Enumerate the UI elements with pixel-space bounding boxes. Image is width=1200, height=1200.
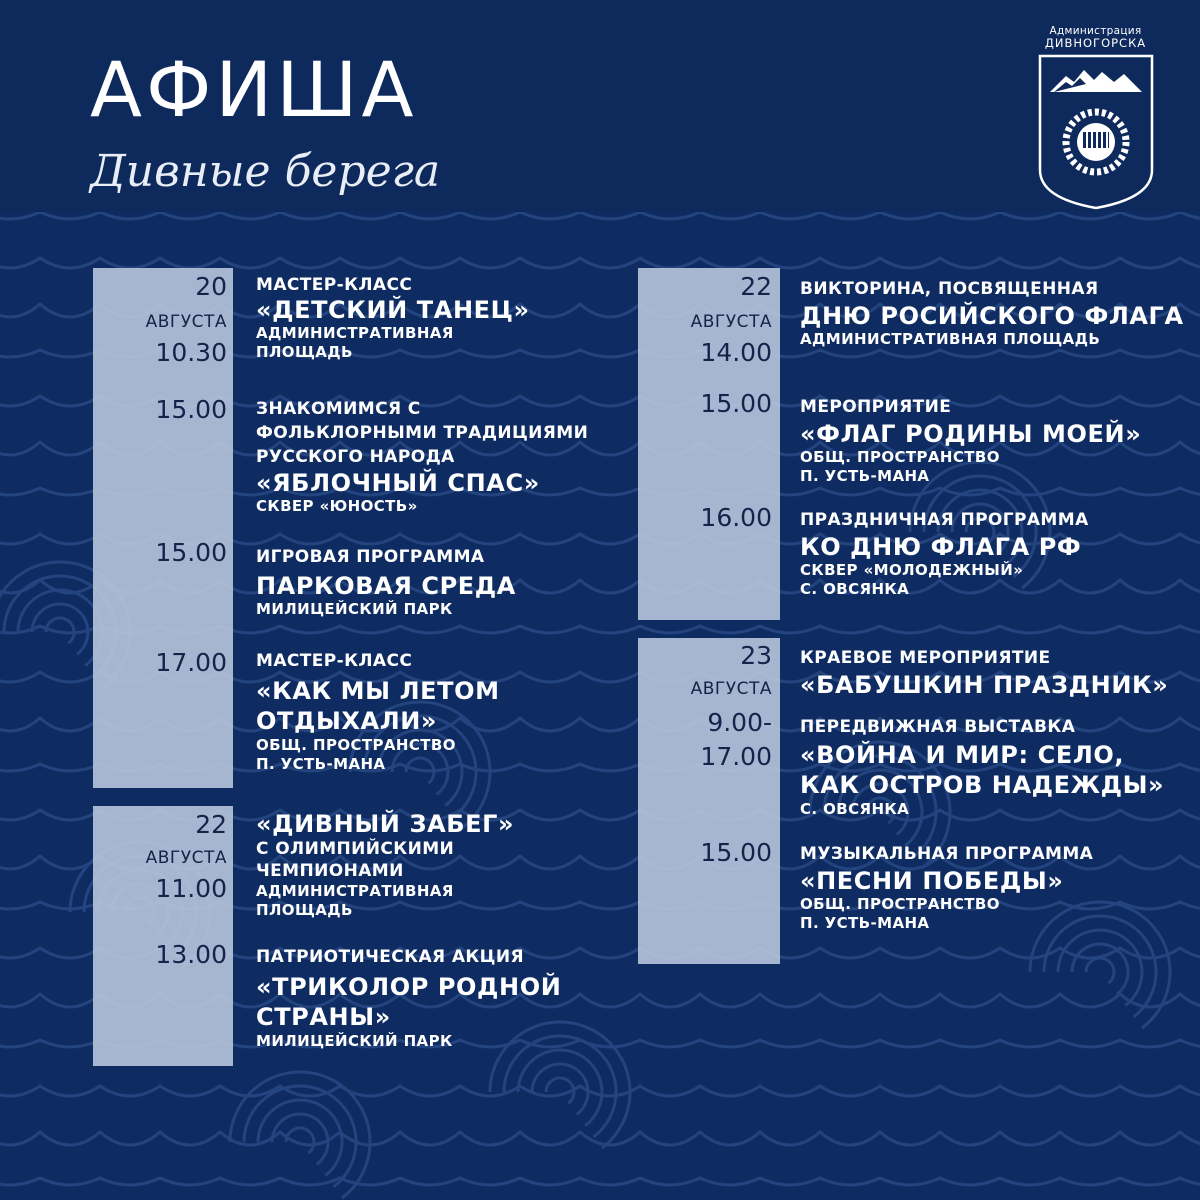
- event-name: «ФЛАГ РОДИНЫ МОЕЙ»: [800, 420, 1142, 448]
- event-name: «ВОЙНА И МИР: СЕЛО, КАК ОСТРОВ НАДЕЖДЫ»: [800, 741, 1165, 799]
- event-item: [256, 810, 626, 920]
- event-item: [800, 647, 1180, 699]
- event-category: С ОЛИМПИЙСКИМИ ЧЕМПИОНАМИ: [256, 839, 455, 881]
- date-month: АВГУСТА: [690, 679, 772, 699]
- event-item: [800, 509, 1180, 599]
- event-category: ЗНАКОМИМСЯ С ФОЛЬКЛОРНЫМИ ТРАДИЦИЯМИ РУССКОГО НАРОДА: [256, 399, 589, 467]
- date-month: АВГУСТА: [145, 312, 227, 332]
- event-item: [800, 278, 1195, 349]
- date-day: 22: [740, 272, 772, 301]
- event-place: МИЛИЦЕЙСКИЙ ПАРК: [256, 1032, 453, 1050]
- event-place: СКВЕР «МОЛОДЕЖНЫЙ» С. ОВСЯНКА: [800, 561, 1024, 598]
- event-place: МИЛИЦЕЙСКИЙ ПАРК: [256, 600, 453, 618]
- event-item: [800, 716, 1190, 819]
- event-item: [256, 546, 626, 619]
- city-name-line: ДИВНОГОРСКА: [1044, 36, 1147, 50]
- administration-line: Администрация: [1049, 25, 1142, 37]
- event-name: «БАБУШКИН ПРАЗДНИК»: [800, 671, 1169, 699]
- event-item: [256, 650, 626, 774]
- date-day: 20: [195, 272, 227, 301]
- event-time: 11.00: [155, 874, 227, 903]
- event-time: 17.00: [155, 648, 227, 677]
- event-time: 15.00: [155, 395, 227, 424]
- event-time: 15.00: [155, 538, 227, 567]
- event-item: [256, 274, 626, 362]
- event-name: «ТРИКОЛОР РОДНОЙ СТРАНЫ»: [256, 973, 562, 1031]
- event-item: [256, 397, 636, 516]
- event-name: «ЯБЛОЧНЫЙ СПАС»: [256, 469, 540, 497]
- event-name: «ДИВНЫЙ ЗАБЕГ»: [256, 810, 515, 838]
- event-time: 10.30: [155, 338, 227, 367]
- event-time: 14.00: [700, 338, 772, 367]
- event-place: АДМИНИСТРАТИВНАЯ ПЛОЩАДЬ: [800, 330, 1101, 348]
- event-place: ОБЩ. ПРОСТРАНСТВО П. УСТЬ-МАНА: [800, 448, 1000, 485]
- date-month: АВГУСТА: [690, 312, 772, 332]
- event-place: ОБЩ. ПРОСТРАНСТВО П. УСТЬ-МАНА: [256, 736, 456, 773]
- event-item: [256, 946, 626, 1051]
- event-category: ПЕРЕДВИЖНАЯ ВЫСТАВКА: [800, 717, 1076, 737]
- event-category: МЕРОПРИЯТИЕ: [800, 397, 952, 417]
- event-category: МАСТЕР-КЛАСС: [256, 275, 413, 295]
- event-time: 16.00: [700, 503, 772, 532]
- page-subtitle: Дивные берега: [90, 146, 441, 197]
- event-name: «ПЕСНИ ПОБЕДЫ»: [800, 867, 1064, 895]
- event-name: ДНЮ РОСИЙСКОГО ФЛАГА: [800, 302, 1184, 330]
- event-place: С. ОВСЯНКА: [800, 800, 910, 818]
- event-name: ПАРКОВАЯ СРЕДА: [256, 572, 516, 600]
- city-crest-icon: [1036, 52, 1156, 212]
- event-name: КО ДНЮ ФЛАГА РФ: [800, 533, 1082, 561]
- event-name: «ДЕТСКИЙ ТАНЕЦ»: [256, 296, 530, 324]
- event-category: ПАТРИОТИЧЕСКАЯ АКЦИЯ: [256, 947, 524, 967]
- event-category: ПРАЗДНИЧНАЯ ПРОГРАММА: [800, 510, 1089, 530]
- event-time: 15.00: [700, 838, 772, 867]
- event-place: ОБЩ. ПРОСТРАНСТВО П. УСТЬ-МАНА: [800, 895, 1000, 932]
- date-day: 22: [195, 810, 227, 839]
- event-time: 13.00: [155, 940, 227, 969]
- event-place: СКВЕР «ЮНОСТЬ»: [256, 497, 418, 515]
- event-category: МУЗЫКАЛЬНАЯ ПРОГРАММА: [800, 844, 1094, 864]
- event-place: АДМИНИСТРАТИВНАЯ ПЛОЩАДЬ: [256, 324, 454, 361]
- event-category: ИГРОВАЯ ПРОГРАММА: [256, 547, 485, 567]
- event-category: ВИКТОРИНА, ПОСВЯЩЕННАЯ: [800, 279, 1099, 299]
- date-month: АВГУСТА: [145, 848, 227, 868]
- event-name: «КАК МЫ ЛЕТОМ ОТДЫХАЛИ»: [256, 677, 500, 735]
- event-time: 9.00- 17.00: [700, 708, 772, 771]
- event-time: 15.00: [700, 389, 772, 418]
- event-item: [800, 396, 1180, 486]
- date-panel-aug22-left: [93, 806, 233, 1066]
- date-day: 23: [740, 641, 772, 670]
- administration-label: [1033, 25, 1158, 49]
- event-item: [800, 843, 1180, 933]
- event-category: МАСТЕР-КЛАСС: [256, 651, 413, 671]
- event-category: КРАЕВОЕ МЕРОПРИЯТИЕ: [800, 648, 1051, 668]
- page-title: АФИША: [90, 45, 418, 134]
- event-place: АДМИНИСТРАТИВНАЯ ПЛОЩАДЬ: [256, 882, 454, 919]
